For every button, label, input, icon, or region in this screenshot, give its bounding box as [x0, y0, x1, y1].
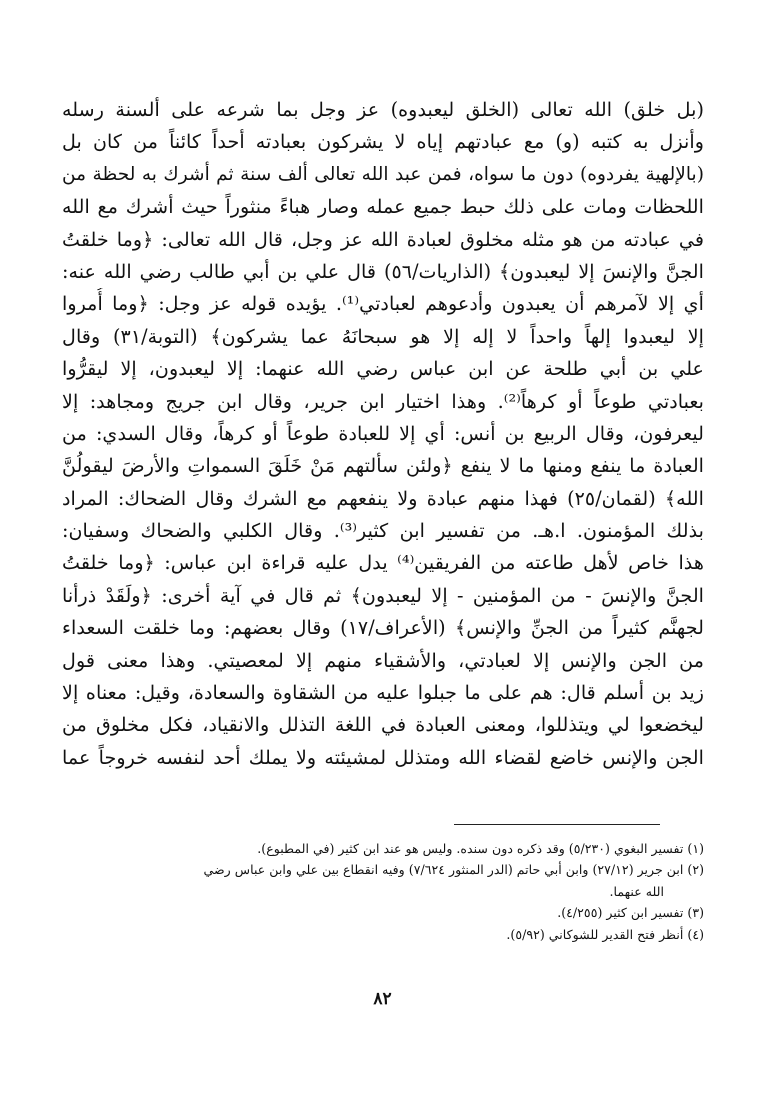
- text-line: بعبادتي طوعاً أو كرهاً⁽²⁾. وهذا اختيار ابن جرير، وقال ابن جريج ومجاهد: إلا: [62, 389, 704, 413]
- footnote: (٢) ابن جرير (٢٧/١٢) وابن أبي حاتم (الدر المنثور ٧/٦٢٤) وفيه انقطاع بين علي وابن عباس رضي: [203, 862, 704, 878]
- text-line: زيد بن أسلم قال: هم على ما جبلوا عليه من الشقاوة والسعادة، وقيل: معناه إلا: [62, 681, 704, 705]
- text-line: وأنزل به كتبه (و) مع عبادتهم إياه لا يشركون بعبادته أحداً كائناً من كان بل: [62, 130, 704, 154]
- text-line: العبادة ما ينفع ومنها ما لا ينفع ﴿ولئن سألتهم مَنْ خَلَقَ السمواتِ والأرضَ ليقولُنَّ: [62, 454, 704, 478]
- text-line: هذا خاص لأهل طاعته من الفريقين⁽⁴⁾ يدل عليه قراءة ابن عباس: ﴿وما خلقتُ: [62, 551, 704, 575]
- text-line: الله﴾ (لقمان/٢٥) فهذا منهم عبادة ولا ينفعهم مع الشرك وقال الضحاك: المراد: [62, 486, 704, 510]
- text-line: بذلك المؤمنون. ا.هـ. من تفسير ابن كثير⁽³⁾. وقال الكلبي والضحاك وسفيان:: [62, 519, 704, 543]
- text-line: إلا ليعبدوا إلهاً واحداً لا إله إلا هو سبحانَهُ عما يشركون﴾ (التوبة/٣١) وقال: [62, 324, 704, 348]
- text-line: من الجن والإنس إلا لعبادتي، والأشقياء منهم إلا لمعصيتي. وهذا معنى قول: [62, 648, 704, 672]
- footnote-separator: [454, 824, 660, 825]
- text-line: ليخضعوا لي ويتذللوا، ومعنى العبادة في اللغة التذلل والانقياد، فكل مخلوق من: [62, 713, 704, 737]
- text-line: (بالإلهية يفردوه) دون ما سواه، فمن عبد الله تعالى ألف سنة ثم أشرك به لحظة من: [62, 163, 704, 185]
- text-line: في عبادته من هو مثله مخلوق لعبادة الله عز وجل، قال الله تعالى: ﴿وما خلقتُ: [62, 227, 704, 251]
- main-text: [62, 94, 704, 774]
- text-line: الجنَّ والإنسَ إلا ليعبدون﴾ (الذاريات/٥٦) قال علي بن أبي طالب رضي الله عنه:: [62, 259, 704, 283]
- text-line: اللحظات ومات على ذلك حبط جميع عمله وصار هباءً منثوراً حيث أشرك مع الله: [62, 195, 704, 219]
- text-line: لجهنَّم كثيراً من الجنِّ والإنس﴾ (الأعراف/١٧) وقال بعضهم: وما خلقت السعداء: [62, 616, 704, 640]
- page-number: ٨٢: [373, 989, 392, 1009]
- footnote: (١) تفسير البغوي (٥/٢٣٠) وقد ذكره دون سنده. وليس هو عند ابن كثير (في المطبوع).: [257, 841, 704, 856]
- text-line: ليعرفون، وقال الربيع بن أنس: أي إلا للعبادة طوعاً أو كرهاً، وقال السدي: من: [62, 421, 704, 445]
- footnotes: [90, 838, 704, 945]
- text-line: (بل خلق) الله تعالى (الخلق ليعبدوه) عز وجل بما شرعه على ألسنة رسله: [62, 98, 704, 121]
- text-line: علي بن أبي طلحة عن ابن عباس رضي الله عنهما: إلا ليعبدون، إلا ليقرُّوا: [62, 357, 704, 381]
- text-line: الجنَّ والإنسَ - من المؤمنين - إلا ليعبدون﴾ ثم قال في آية أخرى: ﴿ولَقَدْ ذرأنا: [62, 583, 704, 607]
- footnote: (٣) تفسير ابن كثير (٤/٢٥٥).: [557, 905, 704, 921]
- text-line: الجن والإنس خاضع لقضاء الله ومتذلل لمشيئته ولا يملك أحد لنفسه خروجاً عما: [62, 745, 704, 769]
- footnote: (٤) أنظر فتح القدير للشوكاني (٥/٩٢).: [506, 926, 704, 942]
- text-line: أي إلا لآمرهم أن يعبدون وأدعوهم لعبادتي⁽¹⁾. يؤيده قوله عز وجل: ﴿وما أُمروا: [62, 292, 704, 316]
- footnote-continuation: الله عنهما.: [609, 883, 664, 899]
